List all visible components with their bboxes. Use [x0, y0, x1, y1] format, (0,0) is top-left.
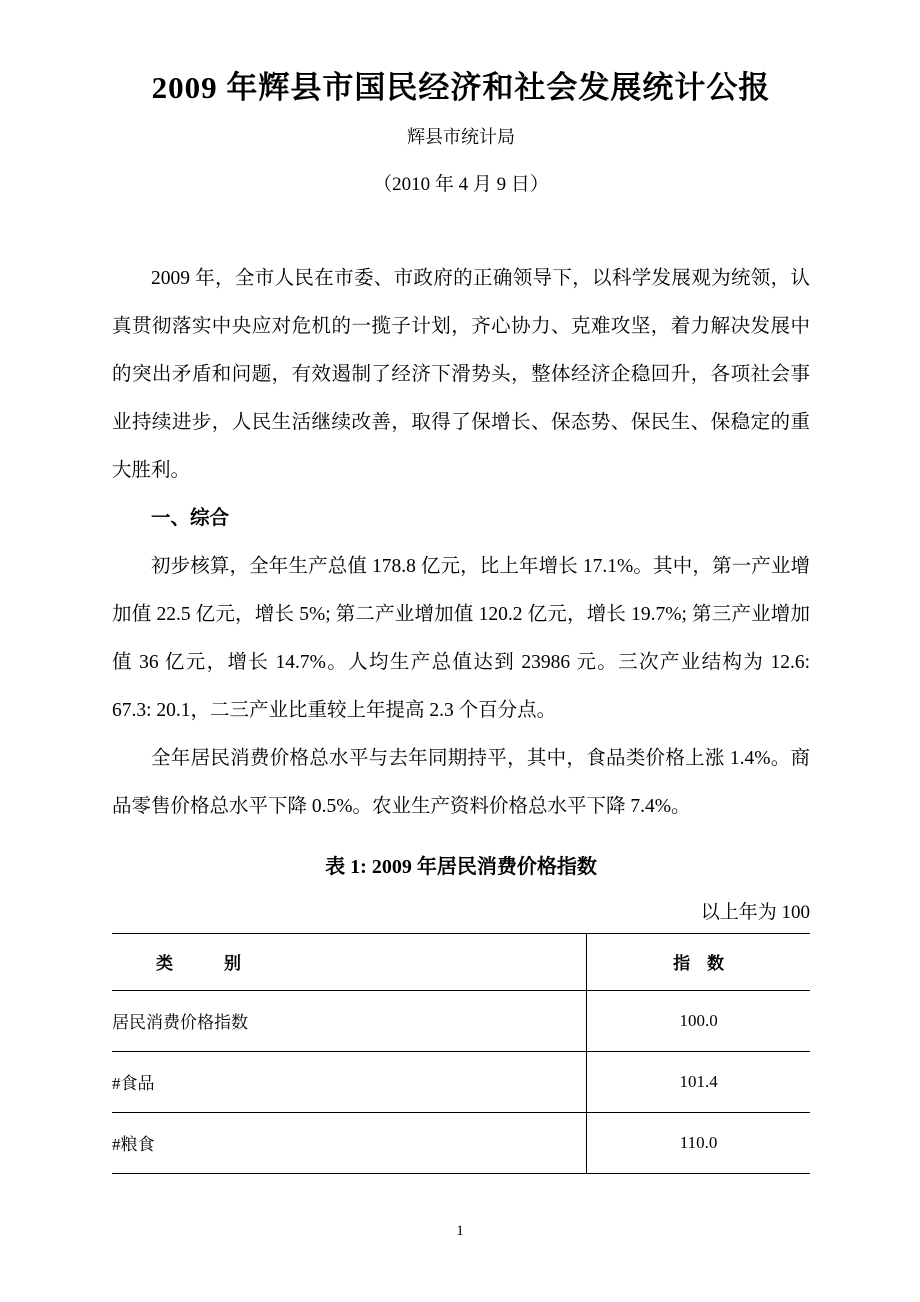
table-note: 以上年为 100: [700, 901, 810, 923]
document-title: 2009 年辉县市国民经济和社会发展统计公报: [151, 70, 771, 105]
table-row: [112, 1051, 810, 1112]
document-date: （2010 年 4 月 9 日）: [373, 174, 549, 196]
document-body: [112, 255, 810, 831]
table-row: [112, 990, 810, 1051]
table-row-value: 101.4: [679, 1071, 718, 1091]
document-author: 辉县市统计局: [407, 127, 515, 148]
table-row-label: #粮食: [112, 1112, 587, 1173]
price-index-table: [112, 933, 810, 1174]
table-row-value: 110.0: [679, 1132, 718, 1152]
page-number: 1: [456, 1223, 464, 1239]
paragraph-gdp: 初步核算，全年生产总值 178.8 亿元，比上年增长 17.1%。其中，第一产业增加值 22.5 亿元，增长 5%; 第二产业增加值 120.2 亿元，增长 19.7%; 第三产业增加值 36 亿元，增长 14.7%。人均生产总值达到 23986 元。三次产业结构为 12.6: 67.3: 20.1，二三产业比重较上年提高 2.3 个百分点。: [112, 555, 810, 721]
table-row-label: 居民消费价格指数: [112, 990, 587, 1051]
section-heading: 一、综合: [151, 507, 230, 529]
table-caption: 表 1: 2009 年居民消费价格指数: [325, 855, 597, 878]
table-header-index: 指 数: [673, 954, 725, 974]
table-row: [112, 1112, 810, 1173]
table-row-value: 100.0: [679, 1010, 718, 1030]
table-header-row: [112, 933, 810, 990]
paragraph-prices: 全年居民消费价格总水平与去年同期持平，其中，食品类价格上涨 1.4%。商品零售价格总水平下降 0.5%。农业生产资料价格总水平下降 7.4%。: [112, 747, 810, 817]
table-header-category: 类 别: [112, 933, 587, 990]
paragraph-intro: 2009 年，全市人民在市委、市政府的正确领导下，以科学发展观为统领，认真贯彻落实中央应对危机的一揽子计划，齐心协力、克难攻坚，着力解决发展中的突出矛盾和问题，有效遏制了经济下滑势头，整体经济企稳回升，各项社会事业持续进步，人民生活继续改善，取得了保增长、保态势、保民生、保稳定的重大胜利。: [112, 267, 810, 481]
table-row-label: #食品: [112, 1051, 587, 1112]
